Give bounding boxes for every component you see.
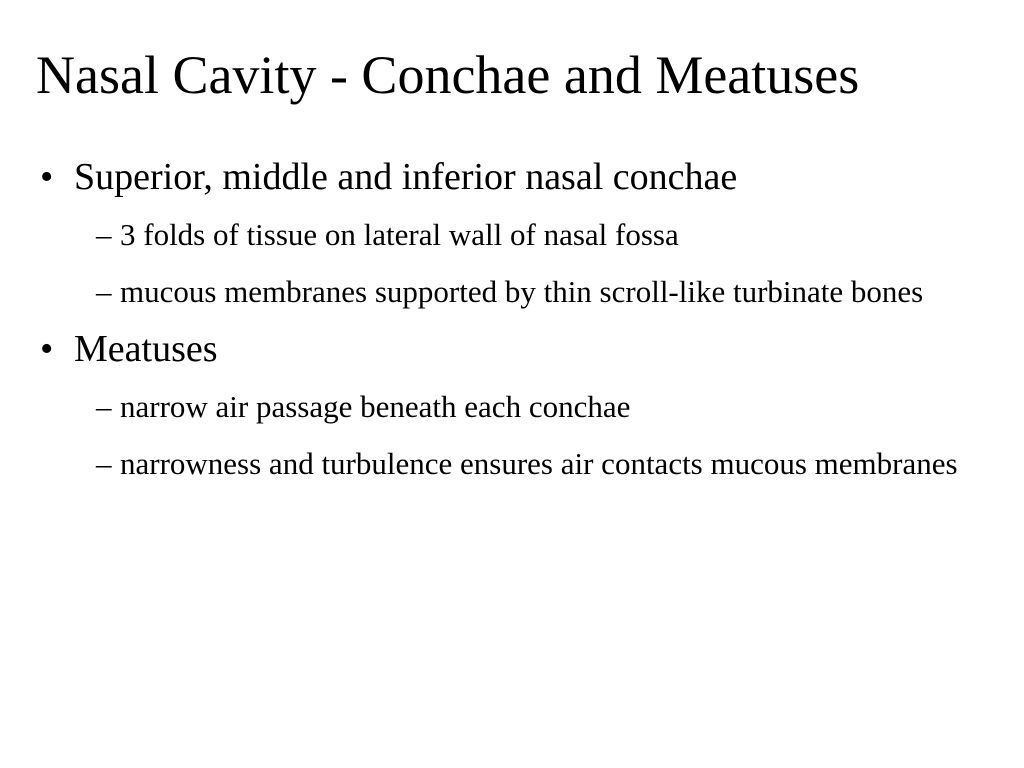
bullet-item xyxy=(0,154,1024,200)
sub-bullet-text: narrow air passage beneath each conchae xyxy=(120,389,631,424)
bullet-text: Meatuses xyxy=(74,328,218,370)
sub-bullet-item xyxy=(0,384,1024,429)
sub-bullet-item xyxy=(0,269,1024,314)
dash-marker: – xyxy=(96,446,112,481)
dash-marker: – xyxy=(96,217,112,252)
slide-body xyxy=(0,154,1024,498)
sub-bullet-text: narrowness and turbulence ensures air contacts mucous membranes xyxy=(120,446,958,481)
dash-marker: – xyxy=(96,274,112,309)
sub-bullet-list xyxy=(0,384,1024,486)
bullet-item xyxy=(0,326,1024,372)
slide-title: Nasal Cavity - Conchae and Meatuses xyxy=(36,45,860,105)
bullet-marker: • xyxy=(40,156,54,198)
sub-bullet-text: mucous membranes supported by thin scroll-like turbinate bones xyxy=(120,274,924,309)
sub-bullet-item xyxy=(0,212,1024,257)
bullet-text: Superior, middle and inferior nasal conchae xyxy=(74,156,738,198)
sub-bullet-item xyxy=(0,441,1024,486)
bullet-marker: • xyxy=(40,328,54,370)
sub-bullet-text: 3 folds of tissue on lateral wall of nasal fossa xyxy=(120,217,679,252)
dash-marker: – xyxy=(96,389,112,424)
sub-bullet-list xyxy=(0,212,1024,314)
